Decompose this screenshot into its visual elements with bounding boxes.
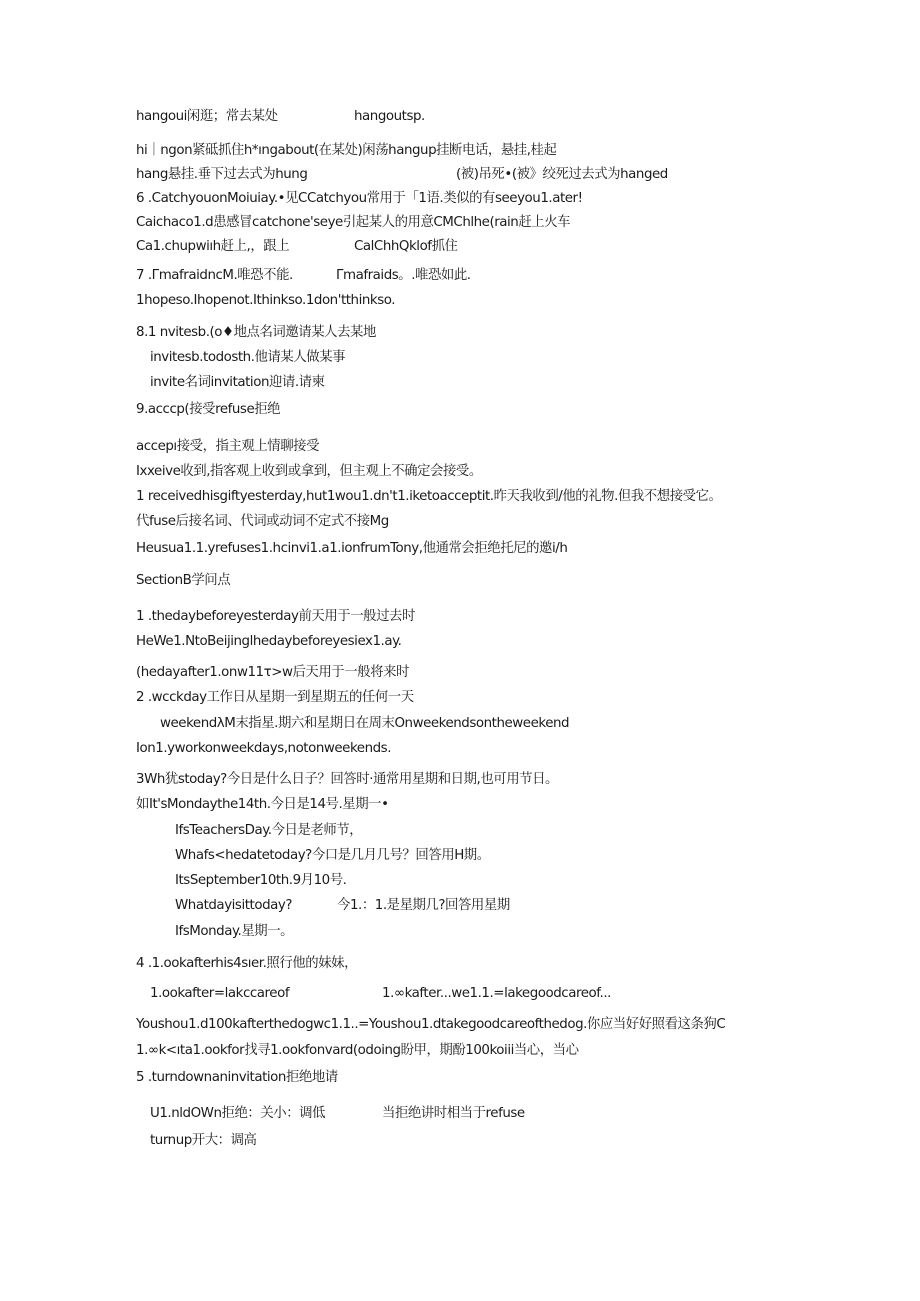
text-segment: U1.nldOWn拒绝：关小：调低	[150, 1106, 326, 1121]
text-segment: (hedayafter1.onw11τ>w后天用于一般将来时	[136, 665, 409, 680]
text-segment: IfsMonday.星期一。	[175, 924, 294, 939]
text-segment: 7 .ΓmafraidncM.唯恐不能.	[136, 268, 293, 283]
text-segment: Ixxeive收到,指客观上收到或拿到，但主观上不确定会接受。	[136, 464, 482, 479]
text-segment: SectionB学问点	[136, 573, 231, 588]
text-segment: Caichaco1.d患感冒catchone'seye引起某人的用意CMChlhe(rain赶上火车	[136, 215, 571, 230]
text-segment: Ion1.yworkonweekdays,notonweekends.	[136, 741, 392, 756]
text-segment: Whafs<hedatetoday?今口是几月几号？回答用H期。	[175, 848, 490, 863]
text-segment: (被)吊死•(被》绞死过去式为hanged	[456, 167, 668, 182]
text-segment: Heusua1.1.yrefuses1.hcinvi1.a1.ionfrumTony,他通常会拒绝托尼的邀i/h	[136, 541, 568, 556]
text-segment: Youshou1.d100kafterthedogwc1.1..=Youshou1.dtakegoodcareofthedog.你应当好好照看这条狗C	[136, 1017, 726, 1032]
text-segment: IfsTeachersDay.今日是老师节，	[175, 823, 363, 838]
text-segment: 代fuse后接名词、代词或动词不定式不接Mg	[136, 514, 389, 529]
text-segment: 当拒绝讲时相当于refuse	[382, 1106, 525, 1121]
text-segment: 1.ookafter=lakccareof	[150, 986, 290, 1001]
text-segment: Γmafraids。.唯恐如此.	[336, 268, 471, 283]
text-segment: invite名词invitation迎请.请柬	[150, 375, 325, 390]
text-segment: Whatdayisittoday?	[175, 898, 293, 913]
text-segment: 1 .thedaybeforeyesterday前天用于一般过去时	[136, 609, 415, 624]
text-segment: 如It'sMondaythe14th.今日是14号.星期一•	[136, 797, 389, 812]
text-segment: hang悬挂.垂下过去式为hung	[136, 167, 308, 182]
text-segment: weekendλM末指星.期六和星期日在周末Onweekendsontheweekend	[160, 716, 570, 731]
text-segment: 2 .wcckday工作日从星期一到星期五的任何一天	[136, 690, 414, 705]
text-segment: Ca1.chupwiıh赶上,，跟上	[136, 239, 290, 254]
text-segment: 5 .turndownaninvitation拒绝地请	[136, 1070, 338, 1085]
text-segment: turnup开大：调高	[150, 1133, 257, 1148]
text-segment: 1hopeso.Ihopenot.Ithinkso.1don'tthinkso.	[136, 293, 396, 308]
text-segment: 今1.：1.是星期几?回答用星期	[337, 898, 510, 913]
text-segment: HeWe1.NtoBeijinglhedaybeforeyesiex1.ay.	[136, 634, 402, 649]
text-segment: hangoui闲逛；常去某处	[136, 109, 278, 124]
text-segment: 4 .1.ookafterhis4sıer.照行他的妹妹，	[136, 956, 358, 971]
text-segment: invitesb.todosth.他请某人做某事	[150, 350, 346, 365]
text-segment: 3Wh犹stoday?今日是什么日子？回答时·通常用星期和日期,也可用节日。	[136, 772, 558, 787]
text-segment: 9.acccp(接受refuse拒绝	[136, 402, 281, 417]
text-segment: CalChhQklof抓住	[354, 239, 458, 254]
text-segment: 8.1 nvitesb.(o♦地点名词邀请某人去某地	[136, 325, 376, 340]
text-segment: 1.∞kafter...we1.1.=lakegoodcareof...	[382, 986, 611, 1001]
text-segment: 6 .CatchyouonMoiuiay.•见CCatchyou常用于「1语.类似的有seeyou1.ater!	[136, 191, 583, 206]
text-segment: hi｜ngon紧砥抓住h*ıngabout(在某处)闲荡hangup挂断电话，悬挂,桂起	[136, 143, 557, 158]
text-segment: 1.∞k<ıta1.ookfor找寻1.ookfonvard(odoing盼甲，期酚100koiii当心，当心	[136, 1043, 579, 1058]
text-segment: ItsSeptember10th.9月10号.	[175, 873, 347, 888]
text-segment: 1 receivedhisgiftyesterday,hut1wou1.dn't1.iketoacceptit.昨天我收到/他的礼物.但我不想接受它。	[136, 489, 722, 504]
text-segment: accepı接受，指主观上情聊接受	[136, 439, 320, 454]
text-segment: hangoutsp.	[354, 109, 425, 124]
